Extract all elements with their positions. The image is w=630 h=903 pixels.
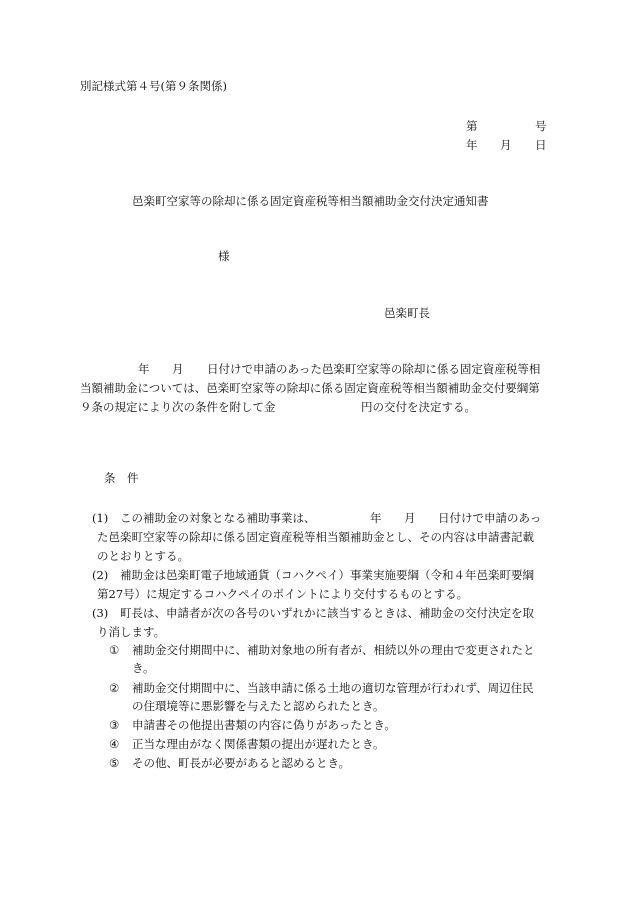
body-line2: 当額補助金については、邑楽町空家等の除却に係る固定資産税等相当額補助金交付要綱第 xyxy=(80,381,540,395)
condition-3-line2: り消します。 xyxy=(97,625,166,639)
condition-1-year: 年 xyxy=(370,511,382,525)
date-year: 年 xyxy=(466,138,478,152)
condition-2-line2: 第27号）に規定するコハクペイのポイントにより交付するものとする。 xyxy=(97,587,469,601)
number-go: 号 xyxy=(535,119,547,133)
sub-item-2-line1: 補助金交付期間中に、当該申請に係る土地の適切な管理が行われず、周辺住民 xyxy=(132,681,534,695)
sub-item-number: ① xyxy=(109,643,120,657)
sub-item-2-line2: の住環境等に悪影響を与えたと認められたとき。 xyxy=(132,699,385,713)
sub-item-4-line1: 正当な理由がなく関係書類の提出が遅れたとき。 xyxy=(132,737,385,751)
sub-item-1-line1: 補助金交付期間中に、補助対象地の所有者が、相続以外の理由で変更されたと xyxy=(132,643,535,657)
condition-number: (1) xyxy=(92,511,109,525)
condition-number: (3) xyxy=(92,606,109,620)
sub-item-number: ⑤ xyxy=(109,756,120,770)
form-label: 別記様式第４号(第９条関係) xyxy=(80,79,227,93)
condition-number: (2) xyxy=(92,568,109,582)
condition-1-line2: た邑楽町空家等の除却に係る固定資産税等相当額補助金とし、その内容は申請書記載 xyxy=(97,530,534,544)
sub-item-1-line2: き。 xyxy=(132,661,155,675)
condition-1-line1-rest: 日付けで申請のあっ xyxy=(438,511,542,525)
body-line1: 日付けで申請のあった邑楽町空家等の除却に係る固定資産税等相 xyxy=(207,362,541,376)
condition-1-line3: のとおりとする。 xyxy=(97,549,189,563)
sub-item-5-line1: その他、町長が必要があると認めるとき。 xyxy=(132,756,351,770)
sub-item-number: ② xyxy=(109,681,120,695)
conditions-heading: 条 件 xyxy=(104,471,139,485)
sub-item-3-line1: 申請書その他提出書類の内容に偽りがあったとき。 xyxy=(132,718,396,732)
recipient-honorific: 様 xyxy=(218,249,230,263)
condition-2-line1: 補助金は邑楽町電子地域通貨（コハクペイ）事業実施要綱（令和４年邑楽町要綱 xyxy=(120,568,534,582)
condition-1-line1: この補助金の対象となる補助事業は、 xyxy=(120,511,316,525)
sub-item-number: ③ xyxy=(109,718,120,732)
body-line3-start: ９条の規定により次の条件を附して金 xyxy=(80,400,276,414)
date-day: 日 xyxy=(535,138,547,152)
condition-1-month: 月 xyxy=(404,511,416,525)
sub-item-number: ④ xyxy=(109,737,120,751)
issuer-name: 邑楽町長 xyxy=(384,306,430,320)
document-title: 邑楽町空家等の除却に係る固定資産税等相当額補助金交付決定通知書 xyxy=(132,194,489,208)
condition-3-line1: 町長は、申請者が次の各号のいずれかに該当するときは、補助金の交付決定を取 xyxy=(120,606,534,620)
body-year: 年 xyxy=(138,362,150,376)
date-month: 月 xyxy=(500,138,512,152)
body-month: 月 xyxy=(172,362,184,376)
body-line3-end: 円の交付を決定する。 xyxy=(361,400,476,414)
number-dai: 第 xyxy=(466,119,478,133)
